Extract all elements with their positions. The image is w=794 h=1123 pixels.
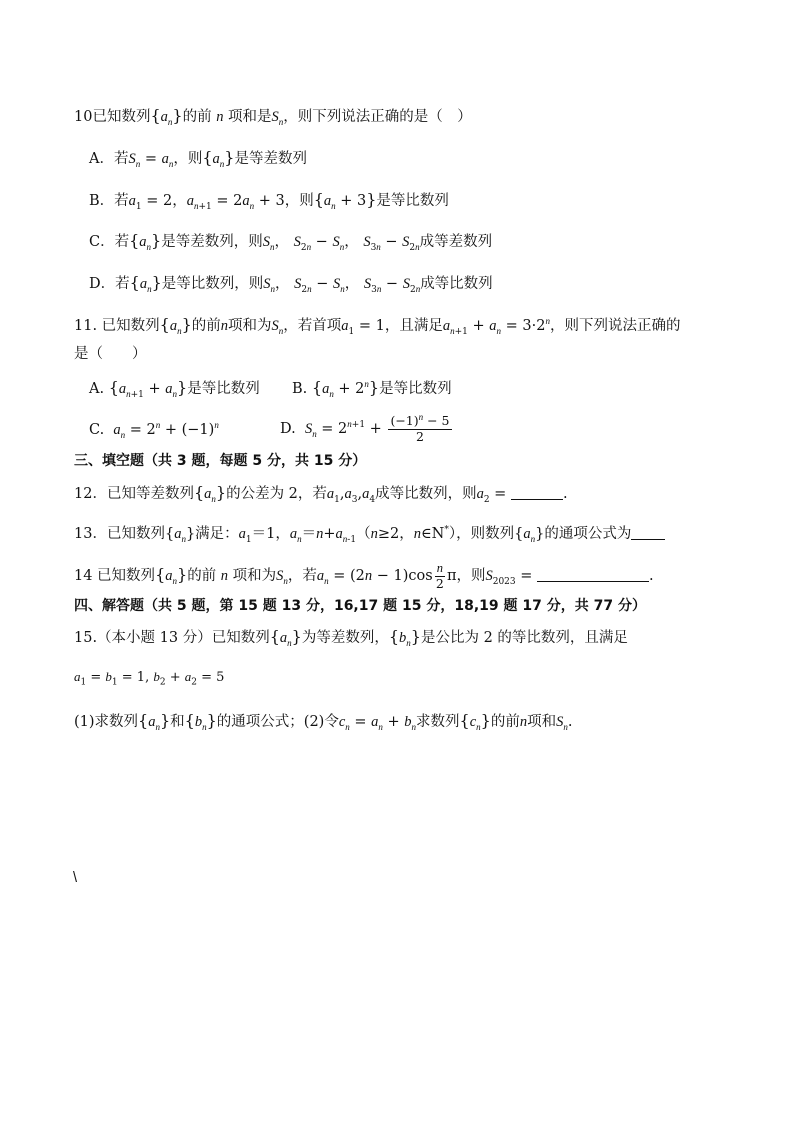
q11-option-c: C. $a_n = 2^n + (-1)^n$ bbox=[89, 420, 219, 440]
q10-option-c: C．若$\{a_n\}$是等差数列，则$S_n$， $S_{2n} - S_n$， $S_{3n} - S_{2n}$成等差数列 bbox=[89, 231, 493, 253]
q11-stem-line2: 是（ ） bbox=[74, 346, 147, 362]
q13: 13．已知数列$\{a_n\}$满足：$a_1=1$，$a_n=n+a_{n-1}(n\ge 2$，n∈N*），则数列$\{a_n\}$的通项公式为 bbox=[74, 524, 665, 544]
section-3-heading: 三、填空题（共 3 题，每题 5 分，共 15 分） bbox=[74, 453, 367, 469]
section-4-heading: 四、解答题（共 5 题，第 15 题 13 分，16,17 题 15 分，18,19 题 17 分，共 77 分） bbox=[74, 598, 646, 614]
q10-option-d: D．若$\{a_n\}$是等比数列，则$S_n$， $S_{2n} - S_n$， $S_{3n} - S_{2n}$成等比数列 bbox=[89, 273, 493, 295]
q14: 14 已知数列$\{a_n\}$的前 n 项和为$S_n$，若$a_n = (2n - 1)\cos$ $\frac{n}{2}$ π，则$S_{2023}$ = . bbox=[74, 561, 654, 591]
q15-condition: $a_1 = b_1 = 1$, $b_2 + a_2 = 5$ bbox=[74, 669, 225, 688]
q13-answer-blank[interactable] bbox=[631, 525, 665, 540]
q10-stem: 10已知数列$\{a_n\}$的前 n 项和是$S_n$，则下列说法正确的是（ ） bbox=[74, 106, 472, 127]
q11-option-a: A. $\{a_{n+1} + a_n\}$是等比数列 bbox=[89, 378, 260, 400]
q15-parts: (1)求数列$\{a_n\}$和$\{b_n\}$的通项公式；(2)令$c_n = a_n + b_n$求数列$\{c_n\}$的前n项和$S_n$. bbox=[74, 711, 573, 732]
q11-option-d: D. $S_n = 2^{n+1}$ + $\frac{(-1)^n - 5}{2}$ bbox=[280, 411, 450, 444]
q14-answer-blank[interactable] bbox=[537, 567, 649, 582]
q11-option-b: B. $\{a_n + 2^n\}$是等比数列 bbox=[292, 378, 452, 399]
q12: 12．已知等差数列$\{a_n\}$的公差为 2，若$a_1,a_3,a_4$成等比数列，则$a_2$ = . bbox=[74, 483, 568, 505]
q10-option-a: A．若$S_n = a_n$，则$\{a_n\}$是等差数列 bbox=[89, 148, 307, 169]
stray-backslash: \ bbox=[73, 870, 78, 886]
q12-answer-blank[interactable] bbox=[511, 485, 563, 500]
q11-stem-line1: 11. 已知数列$\{a_n\}$的前n项和为$S_n$，若首项$a_1 = 1$，且满足$a_{n+1} + a_n = 3\cdot 2^n$，则下列说法正确的 bbox=[74, 315, 681, 337]
q10-option-b: B．若$a_1 = 2$，$a_{n+1} = 2a_n + 3$，则$\{a_n + 3\}$是等比数列 bbox=[89, 190, 449, 212]
q15-stem: 15.（本小题 13 分）已知数列$\{a_n\}$为等差数列，$\{b_n\}$是公比为 2 的等比数列，且满足 bbox=[74, 627, 628, 648]
